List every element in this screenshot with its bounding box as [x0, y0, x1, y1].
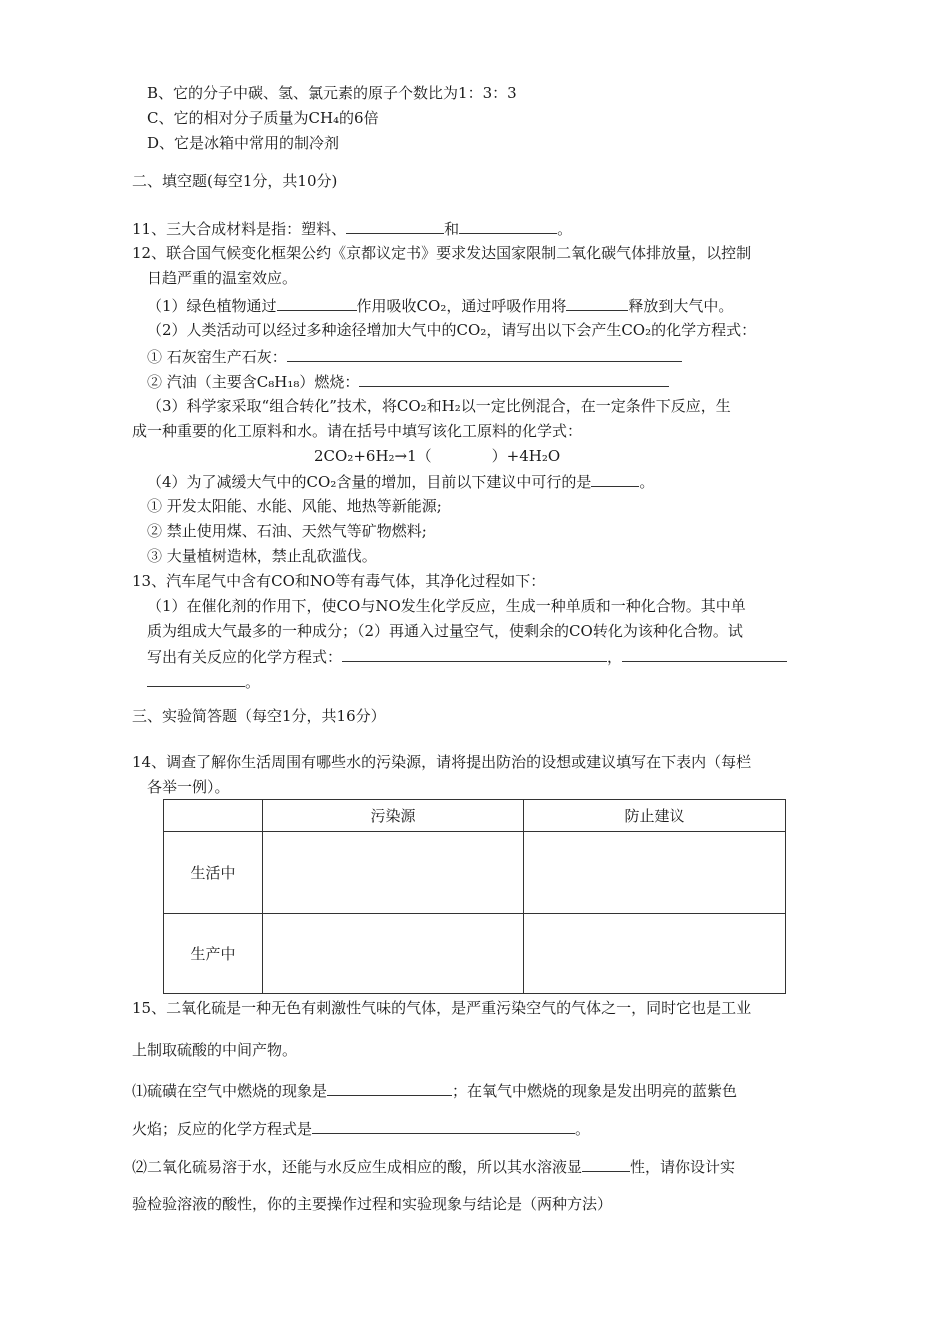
- q12-p2-blank-1[interactable]: [287, 346, 682, 362]
- q12-part-1: [147, 295, 733, 316]
- option-b: B、它的分子中碳、氢、氯元素的原子个数比为1：3：3: [147, 84, 517, 102]
- q15-p1-end: 。: [575, 1120, 591, 1138]
- q12-option-1: ① 开发太阳能、水能、风能、地热等新能源;: [147, 497, 442, 515]
- q12-p4-blank[interactable]: [591, 471, 639, 487]
- q12-line-2: 日趋严重的温室效应。: [147, 269, 298, 287]
- q12-option-2: ② 禁止使用煤、石油、天然气等矿物燃料;: [147, 522, 427, 540]
- q12-equation: 2CO₂+6H₂→1（ ）+4H₂O: [314, 447, 561, 465]
- q12-p2-blank-2[interactable]: [359, 371, 669, 387]
- q12-part-3-line-1: （3）科学家采取“组合转化”技术，将CO₂和H₂以一定比例混合，在一定条件下反应，生: [147, 397, 731, 415]
- q11-blank-2[interactable]: [459, 218, 557, 234]
- q14-line-2: 各举一例）。: [147, 778, 230, 796]
- q13-line-3: 质为组成大气最多的一种成分；（2）再通入过量空气，使剩余的CO转化为该种化合物。试: [147, 622, 743, 640]
- cell-production-source[interactable]: [263, 914, 524, 994]
- q12-p2-item-1-text: ① 石灰窑生产石灰：: [147, 348, 287, 366]
- table-header-row: [164, 800, 786, 832]
- q15-part-1-line-1: [132, 1080, 737, 1101]
- q13-line-4: [147, 646, 787, 667]
- q12-part-2: （2）人类活动可以经过多种途径增加大气中的CO₂，请写出以下会产生CO₂的化学方程式：: [147, 321, 757, 339]
- q12-line-1: 12、联合国气候变化框架公约《京都议定书》要求发达国家限制二氧化碳气体排放量，以控制: [132, 244, 752, 262]
- q15-p2-blank[interactable]: [582, 1156, 630, 1172]
- q15-part-2-line-2: 验检验溶液的酸性，你的主要操作过程和实验现象与结论是（两种方法）: [132, 1195, 613, 1213]
- table-header-prevention: 防止建议: [524, 800, 786, 832]
- q14-line-1: 14、调查了解你生活周围有哪些水的污染源，请将提出防治的设想或建议填写在下表内（每栏: [132, 753, 752, 771]
- q12-p2-item-2-text: ② 汽油（主要含C₈H₁₈）燃烧：: [147, 373, 360, 391]
- cell-daily-life-suggestion[interactable]: [524, 832, 786, 914]
- q13-blank-1[interactable]: [342, 646, 607, 662]
- q12-p1-text-b: 作用吸收CO₂，通过呼吸作用将: [356, 297, 567, 315]
- q13-line-5: [147, 671, 260, 692]
- q13-line-4-text: 写出有关反应的化学方程式：: [147, 648, 343, 666]
- q12-p1-text-c: 释放到大气中。: [628, 297, 734, 315]
- q13-blank-3[interactable]: [147, 671, 245, 687]
- q12-part-4: [147, 471, 654, 492]
- row-label-production: 生产中: [164, 914, 263, 994]
- table-header-cell: [164, 800, 263, 832]
- q15-line-1: 15、二氧化硫是一种无色有刺激性气味的气体，是严重污染空气的气体之一，同时它也是工业: [132, 999, 752, 1017]
- q11-mid: 和: [444, 220, 460, 238]
- q15-line-2: 上制取硫酸的中间产物。: [132, 1041, 298, 1059]
- section-3-title: 三、实验简答题（每空1分，共16分）: [132, 707, 386, 725]
- q11-end: 。: [557, 220, 573, 238]
- table-header-pollution-source: 污染源: [263, 800, 524, 832]
- q13-end: 。: [245, 673, 261, 691]
- q13-line-2: （1）在催化剂的作用下，使CO与NO发生化学反应，生成一种单质和一种化合物。其中单: [147, 597, 746, 615]
- section-2-title: 二、填空题(每空1分，共10分): [132, 172, 338, 190]
- q12-p2-item-1: [147, 346, 682, 367]
- q15-p1-text-a: ⑴硫磺在空气中燃烧的现象是: [132, 1082, 328, 1100]
- table-row: [164, 914, 786, 994]
- table-row: [164, 832, 786, 914]
- q15-p2-text-b: 性，请你设计实: [630, 1158, 736, 1176]
- q15-p1-text-b: ；在氧气中燃烧的现象是发出明亮的蓝紫色: [452, 1082, 738, 1100]
- option-d: D、它是冰箱中常用的制冷剂: [147, 134, 340, 152]
- q13-comma: ，: [607, 648, 623, 666]
- q12-part-3-line-2: 成一种重要的化工原料和水。请在括号中填写该化工原料的化学式：: [132, 422, 583, 440]
- q12-p2-item-2: [147, 371, 669, 392]
- q15-p1-blank-1[interactable]: [327, 1080, 452, 1096]
- q13-blank-2[interactable]: [622, 646, 787, 662]
- pollution-table: [163, 799, 786, 994]
- q15-p1-blank-2[interactable]: [312, 1118, 575, 1134]
- q12-p1-blank-1[interactable]: [277, 295, 357, 311]
- cell-production-suggestion[interactable]: [524, 914, 786, 994]
- q13-line-1: 13、汽车尾气中含有CO和NO等有毒气体，其净化过程如下：: [132, 572, 546, 590]
- q12-p1-blank-2[interactable]: [566, 295, 628, 311]
- q12-p4-end: 。: [639, 473, 655, 491]
- q11-prefix: 11、三大合成材料是指：塑料、: [132, 220, 347, 238]
- q15-part-1-line-2: [132, 1118, 590, 1139]
- q12-p1-text-a: （1）绿色植物通过: [147, 297, 277, 315]
- q15-p1-text-c: 火焰；反应的化学方程式是: [132, 1120, 313, 1138]
- cell-daily-life-source[interactable]: [263, 832, 524, 914]
- q15-p2-text-a: ⑵二氧化硫易溶于水，还能与水反应生成相应的酸，所以其水溶液显: [132, 1158, 583, 1176]
- option-c: C、它的相对分子质量为CH₄的6倍: [147, 109, 379, 127]
- q11-blank-1[interactable]: [346, 218, 444, 234]
- q15-part-2-line-1: [132, 1156, 735, 1177]
- row-label-daily-life: 生活中: [164, 832, 263, 914]
- question-11: [132, 218, 572, 239]
- q12-option-3: ③ 大量植树造林，禁止乱砍滥伐。: [147, 547, 377, 565]
- q12-p4-text: （4）为了减缓大气中的CO₂含量的增加，目前以下建议中可行的是: [147, 473, 592, 491]
